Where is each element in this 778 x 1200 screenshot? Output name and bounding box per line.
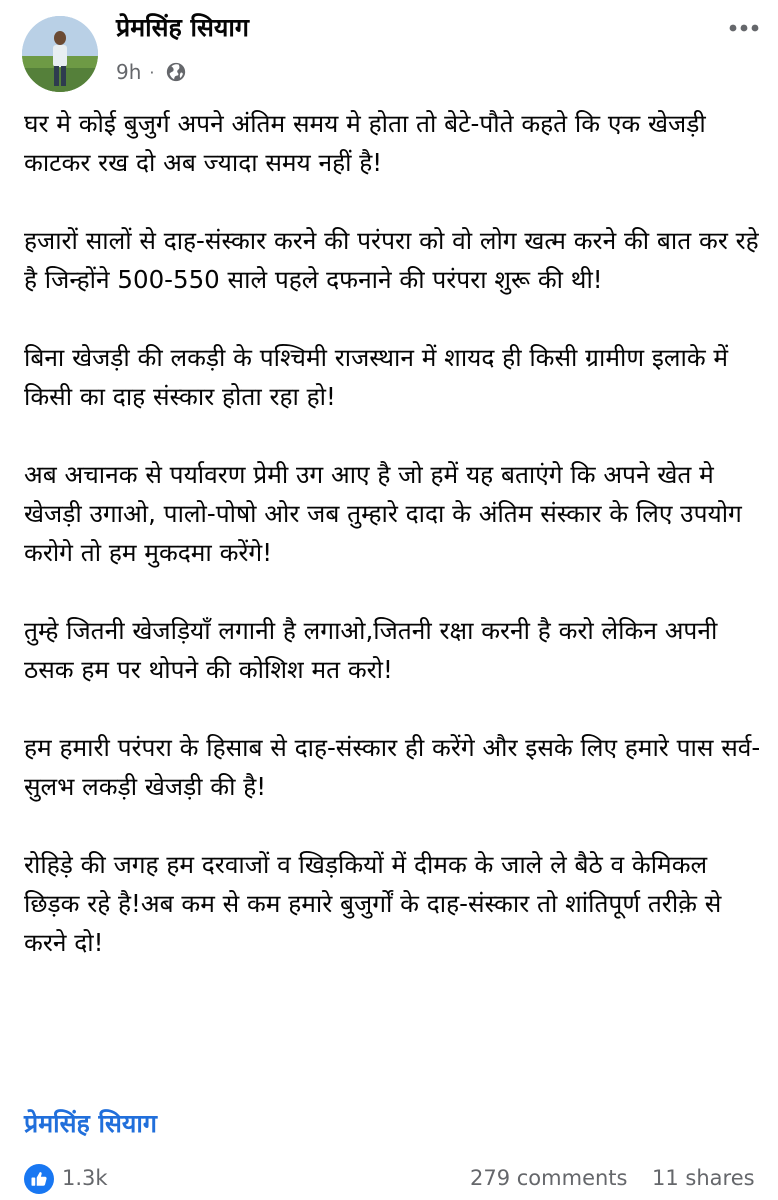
post-text — [24, 104, 762, 962]
post-time[interactable]: 9h — [116, 60, 142, 84]
shares-count[interactable]: 11 shares — [652, 1166, 755, 1190]
like-reaction-badge[interactable] — [24, 1164, 54, 1194]
post-paragraph-7: रोहिड़े की जगह हम दरवाजों व खिड़कियों में दीमक के जाले ले बैठे व केमिकल छिड़क रहे है!अब कम से कम हमारे बुजुर्गों के दाह-संस्कार तो शांतिपूर्ण तरीक़े से करने दो! — [24, 850, 722, 957]
globe-icon[interactable] — [165, 61, 187, 83]
author-name[interactable]: प्रेमसिंह सियाग — [116, 13, 249, 42]
post-paragraph-3: बिना खेजड़ी की लकड़ी के पश्चिमी राजस्थान में शायद ही किसी ग्रामीण इलाके में किसी का दाह संस्कार होता रहा हो! — [24, 343, 729, 411]
author-signature-link[interactable]: प्रेमसिंह सियाग — [24, 1109, 157, 1138]
reaction-count[interactable]: 1.3k — [62, 1166, 108, 1190]
post-paragraph-1: घर मे कोई बुजुर्ग अपने अंतिम समय मे होता तो बेटे-पौते कहते कि एक खेजड़ी काटकर रख दो अब ज्यादा समय नहीं है! — [24, 109, 706, 177]
post-paragraph-6: हम हमारी परंपरा के हिसाब से दाह-संस्कार ही करेंगे और इसके लिए हमारे पास सर्व-सुलभ लकड़ी खेजड़ी की है! — [24, 733, 761, 801]
more-options-button[interactable] — [724, 10, 764, 46]
post-header — [0, 0, 778, 95]
comments-count[interactable]: 279 comments — [470, 1166, 628, 1190]
post-footer — [0, 1160, 778, 1200]
meta-separator: · — [149, 62, 155, 82]
post-paragraph-2: हजारों सालों से दाह-संस्कार करने की परंपरा को वो लोग खत्म करने की बात कर रहे है जिन्होंने 500-550 साले पहले दफनाने की परंपरा शुरू की थी! — [24, 226, 759, 294]
avatar-photo-icon — [22, 16, 98, 92]
post-paragraph-5: तुम्हे जितनी खेजड़ियाँ लगानी है लगाओ,जितनी रक्षा करनी है करो लेकिन अपनी ठसक हम पर थोपने की कोशिश मत करो! — [24, 616, 718, 684]
post-meta — [116, 58, 187, 86]
thumbs-up-icon — [30, 1170, 48, 1188]
post-paragraph-4: अब अचानक से पर्यावरण प्रेमी उग आए है जो हमें यह बताएंगे कि अपने खेत मे खेजड़ी उगाओ, पालो-पोषो ओर जब तुम्हारे दादा के अंतिम संस्कार के लिए उपयोग करोगे तो हम मुकदमा करेंगे! — [24, 460, 742, 567]
avatar[interactable] — [22, 16, 98, 92]
more-dots-icon — [729, 24, 759, 32]
